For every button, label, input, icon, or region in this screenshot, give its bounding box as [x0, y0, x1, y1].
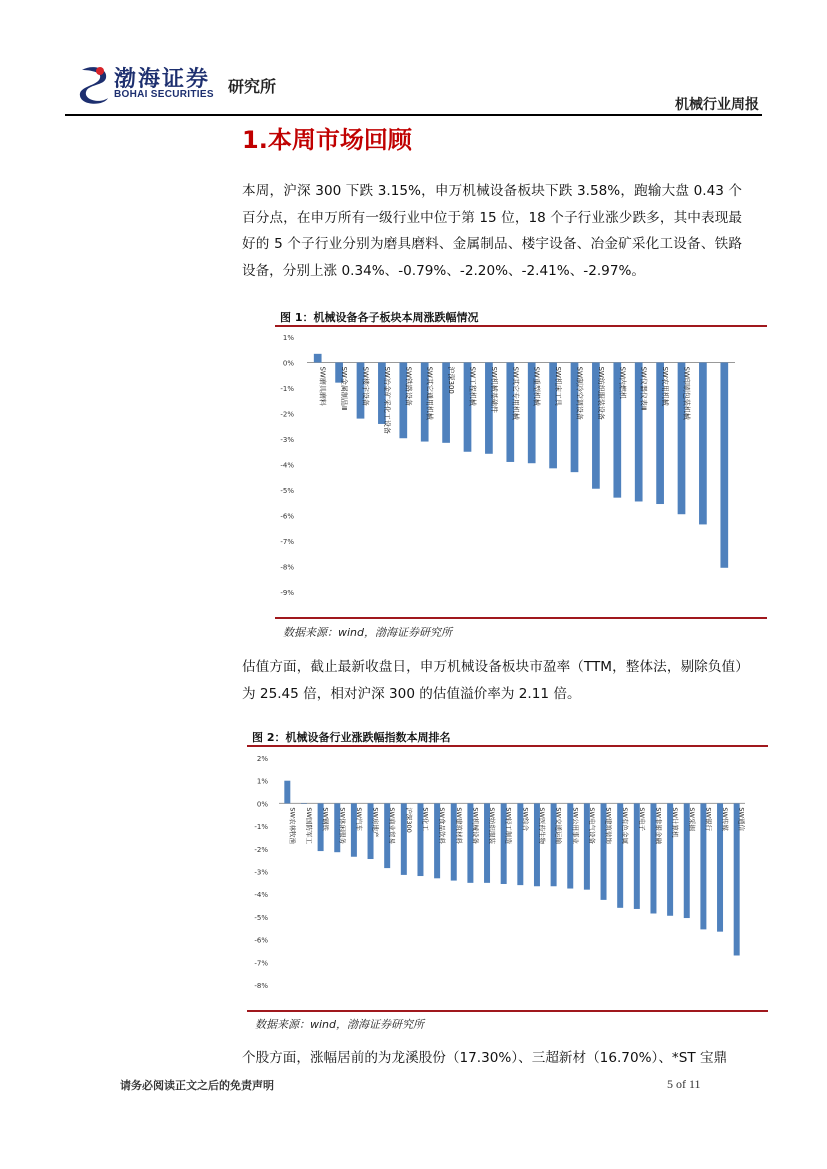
- chart1-category-label: SW冶金矿采化工设备: [382, 366, 391, 434]
- chart2-ytick-label: -8%: [254, 982, 268, 990]
- figure2-bottom-rule: [247, 1010, 768, 1012]
- chart2-category-label: SW汽车: [354, 807, 363, 831]
- chart2-category-label: SW商业贸易: [388, 807, 397, 844]
- chart1-category-label: 沪深300: [447, 366, 456, 394]
- chart1-category-label: SW金属制品Ⅲ: [340, 366, 349, 411]
- chart1-ytick-label: -4%: [280, 461, 294, 470]
- chart2-bar: [284, 781, 290, 804]
- chart1-ytick-label: 1%: [282, 334, 294, 342]
- chart2-category-label: SW电子: [637, 807, 646, 831]
- figure1-title: 图 1：机械设备各子板块本周涨跌幅情况: [280, 311, 479, 324]
- figure2-source: 数据来源：wind，渤海证券研究所: [255, 1018, 425, 1031]
- chart2-category-label: SW通信: [737, 807, 746, 831]
- chart2-category-label: SW钢铁: [321, 807, 330, 831]
- chart2-category-label: SW公用事业: [571, 807, 580, 844]
- chart1-ytick-label: -6%: [280, 512, 294, 521]
- chart1-category-label: SW内燃机: [618, 366, 627, 399]
- chart2-ytick-label: -2%: [254, 845, 268, 854]
- figure1-chart: [275, 330, 767, 615]
- logo-swirl-icon: [78, 64, 112, 106]
- figure2-top-rule: [247, 745, 768, 747]
- chart2-ytick-label: -6%: [254, 936, 268, 945]
- chart2-category-label: SW建筑装饰: [604, 807, 613, 844]
- chart1-category-label: SW楼宇设备: [361, 366, 370, 406]
- figure1-bottom-rule: [275, 617, 767, 619]
- chart1-category-label: SW磨具磨料: [318, 366, 327, 406]
- chart1-ytick-label: 0%: [282, 359, 294, 368]
- chart2-category-label: SW机械设备: [471, 807, 480, 844]
- chart1-category-label: SW仪器仪表Ⅲ: [639, 366, 648, 411]
- chart1-category-label: SW其它通用机械: [425, 366, 434, 420]
- page-number: 5 of 11: [667, 1077, 701, 1091]
- chart1-category-label: SW其它专用机械: [511, 366, 520, 420]
- chart2-category-label: SW纺织服装: [488, 807, 497, 844]
- institute-label: 研究所: [228, 77, 277, 96]
- chart2-category-label: SW传媒: [721, 807, 730, 831]
- chart2-ytick-label: -1%: [254, 823, 268, 832]
- chart2-ytick-label: -5%: [254, 913, 268, 922]
- chart2-category-label: SW食品饮料: [438, 807, 447, 844]
- chart2-category-label: 沪深300: [404, 807, 413, 833]
- chart1-category-label: SW纺织服装设备: [596, 366, 605, 420]
- logo-cn-text: 渤海证券: [114, 66, 211, 92]
- chart2-ytick-label: 0%: [256, 800, 268, 809]
- chart1-ytick-label: -9%: [280, 589, 294, 597]
- chart1-bar: [699, 363, 707, 525]
- chart2-bar: [301, 803, 307, 804]
- chart1-category-label: SW印刷包装机械: [682, 366, 691, 420]
- chart1-bar: [720, 363, 728, 568]
- figure1-top-rule: [275, 325, 767, 327]
- logo-en-text: BOHAI SECURITIES: [114, 89, 214, 100]
- chart1-ytick-label: -7%: [280, 538, 294, 546]
- chart2-ytick-label: 1%: [256, 777, 268, 786]
- figure2-chart: [247, 750, 768, 1010]
- chart1-ytick-label: -2%: [280, 410, 294, 419]
- chart1-ytick-label: -1%: [280, 385, 294, 393]
- company-logo: [78, 62, 298, 108]
- chart1-category-label: SW制冷空调设备: [575, 366, 584, 420]
- chart2-category-label: SW农林牧渔: [288, 807, 297, 844]
- chart2-category-label: SW医药生物: [537, 807, 546, 844]
- chart2-ytick-label: -4%: [254, 891, 268, 900]
- chart1-ytick-label: -8%: [280, 563, 294, 572]
- chart2-category-label: SW非银金融: [654, 807, 663, 844]
- report-title: 机械行业周报: [675, 97, 759, 113]
- figure2-title: 图 2：机械设备行业涨跌幅指数本周排名: [252, 731, 451, 744]
- paragraph-market-review: 本周，沪深 300 下跌 3.15%，申万机械设备板块下跌 3.58%，跑输大盘 0.43 个百分点，在申万所有一级行业中位于第 15 位，18 个子行业涨少跌多，其中表现最好的 5 个子行业分别为磨具磨料、金属制品、楼宇设备、冶金矿采化工设备、铁路设备，分别上涨 0.34%、-0.79%、-2.20%、-2.41%、-2.97%。: [242, 183, 742, 279]
- header-divider: [65, 114, 762, 116]
- chart1-ytick-label: -5%: [280, 487, 294, 495]
- chart1-category-label: SW工程机械: [468, 366, 477, 406]
- chart2-category-label: SW电气设备: [587, 807, 596, 844]
- chart2-ytick-label: -3%: [254, 868, 268, 877]
- chart1-ytick-label: -3%: [280, 436, 294, 444]
- footer-disclaimer: 请务必阅读正文之后的免责声明: [120, 1079, 274, 1092]
- chart2-category-label: SW计算机: [671, 807, 680, 838]
- chart2-ytick-label: 2%: [256, 755, 268, 763]
- chart2-category-label: SW采掘: [687, 807, 696, 831]
- chart2-category-label: SW银行: [704, 807, 713, 831]
- chart2-category-label: SW建筑材料: [454, 807, 463, 844]
- chart2-category-label: SW有色金属: [621, 807, 630, 844]
- chart1-category-label: SW农用机械: [661, 366, 670, 406]
- chart2-category-label: SW休闲服务: [338, 807, 347, 844]
- chart2-category-label: SW轻工制造: [504, 807, 513, 844]
- chart1-category-label: SW铁路设备: [404, 366, 413, 406]
- chart1-bar: [314, 354, 322, 363]
- chart2-category-label: SW综合: [521, 807, 530, 831]
- chart2-category-label: SW国防军工: [304, 807, 313, 844]
- figure1-source: 数据来源：wind，渤海证券研究所: [283, 626, 453, 639]
- chart1-category-label: SW重型机械: [532, 366, 541, 406]
- chart2-category-label: SW化工: [421, 807, 430, 831]
- section-title: 1.本周市场回顾: [242, 126, 412, 154]
- chart2-category-label: SW交通运输: [554, 807, 563, 844]
- chart2-ytick-label: -7%: [254, 959, 268, 968]
- paragraph-stocks: 个股方面，涨幅居前的为龙溪股份（17.30%）、三超新材（16.70%）、*ST 宝鼎: [242, 1050, 728, 1066]
- paragraph-valuation: 估值方面，截止最新收盘日，申万机械设备板块市盈率（TTM，整体法，剔除负值）为 25.45 倍，相对沪深 300 的估值溢价率为 2.11 倍。: [242, 659, 742, 702]
- chart2-category-label: SW房地产: [371, 807, 380, 838]
- chart1-category-label: SW机床工具: [554, 366, 563, 406]
- chart1-category-label: SW机械基础件: [489, 366, 498, 413]
